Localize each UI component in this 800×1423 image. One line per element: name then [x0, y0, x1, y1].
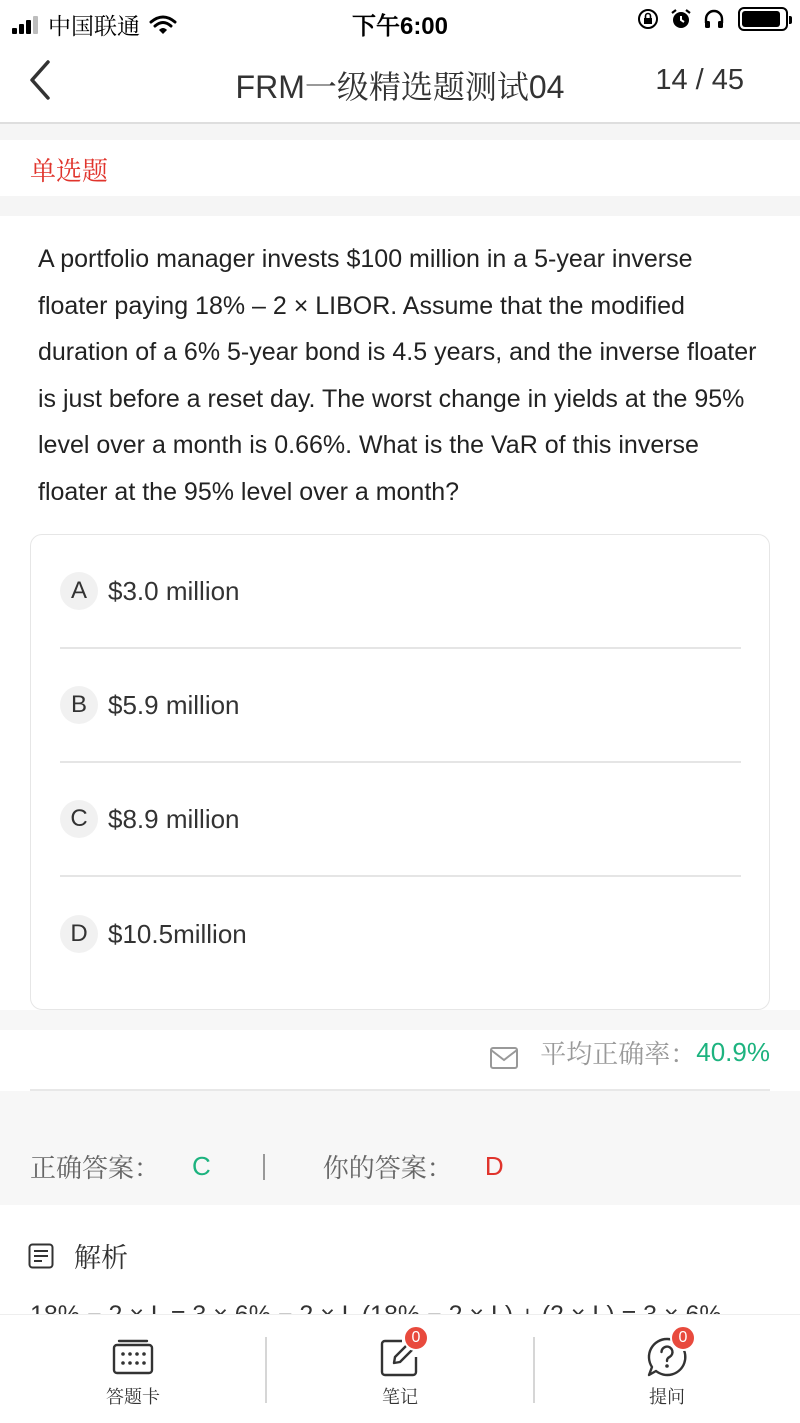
- document-icon: [28, 1243, 54, 1269]
- answer-row: [30, 1148, 504, 1185]
- battery-icon: [738, 7, 788, 31]
- carrier-name: 中国联通: [48, 13, 140, 39]
- option-text: $10.5million: [108, 918, 247, 949]
- tab-notes[interactable]: [267, 1315, 533, 1423]
- options-card: [30, 534, 770, 1010]
- your-answer-label: 你的答案：: [322, 1153, 453, 1183]
- mail-icon: [490, 1047, 518, 1069]
- headphones-icon: [702, 7, 726, 31]
- option-d[interactable]: [60, 877, 741, 991]
- page-title: FRM一级精选题测试04: [235, 69, 565, 105]
- question-text: A portfolio manager invests $100 million in a 5-year inverse floater paying 18% – 2 × LIBOR. Assume that the modified duration of a 6% 5-year bond is 4.5 years, and the inverse floater is just before a reset day. The worst change in yields at the 95% level over a month is 0.66%. What is the VaR of this inverse floater at the 95% level over a month?: [38, 245, 757, 506]
- answer-separator: [263, 1154, 265, 1180]
- option-b[interactable]: [60, 649, 741, 763]
- accuracy-value: 40.9%: [696, 1037, 770, 1067]
- notes-badge: 0: [403, 1325, 429, 1351]
- tab-label: 提问: [649, 1387, 685, 1407]
- option-letter: C: [60, 800, 98, 838]
- option-letter: B: [60, 686, 98, 724]
- tab-label: 笔记: [382, 1387, 418, 1407]
- ask-badge: 0: [670, 1325, 696, 1351]
- answer-card-icon: [111, 1335, 155, 1379]
- correct-answer-label: 正确答案：: [30, 1153, 161, 1183]
- status-bar: [0, 0, 800, 40]
- question-progress: 14 / 45: [655, 64, 744, 96]
- option-text: $8.9 million: [108, 803, 240, 834]
- bottom-tabbar: [0, 1314, 800, 1422]
- analysis-title: 解析: [74, 1243, 128, 1273]
- alarm-icon: [669, 7, 693, 31]
- option-a[interactable]: [60, 535, 741, 649]
- status-right: [627, 7, 788, 31]
- option-letter: D: [60, 915, 98, 953]
- nav-header: [0, 40, 800, 124]
- option-text: $3.0 million: [108, 575, 240, 606]
- question-type-label: 单选题: [30, 156, 109, 186]
- accuracy-label: 平均正确率：: [540, 1039, 697, 1069]
- your-answer-value: D: [484, 1151, 504, 1181]
- tab-answer-card[interactable]: [0, 1315, 266, 1423]
- correct-answer-value: C: [192, 1151, 211, 1181]
- analysis-text: [30, 1299, 770, 1313]
- section-gap: [0, 124, 800, 140]
- orientation-lock-icon: [636, 7, 660, 31]
- status-time: 下午6:00: [351, 13, 449, 40]
- option-c[interactable]: [60, 763, 741, 877]
- option-text: $5.9 million: [108, 689, 240, 720]
- section-gap: [0, 196, 800, 216]
- section-gap: [0, 1010, 800, 1030]
- accuracy-row: [490, 1034, 770, 1071]
- analysis-header: [28, 1236, 128, 1275]
- option-letter: A: [60, 572, 98, 610]
- tab-label: 答题卡: [106, 1387, 160, 1407]
- tab-ask[interactable]: [534, 1315, 800, 1423]
